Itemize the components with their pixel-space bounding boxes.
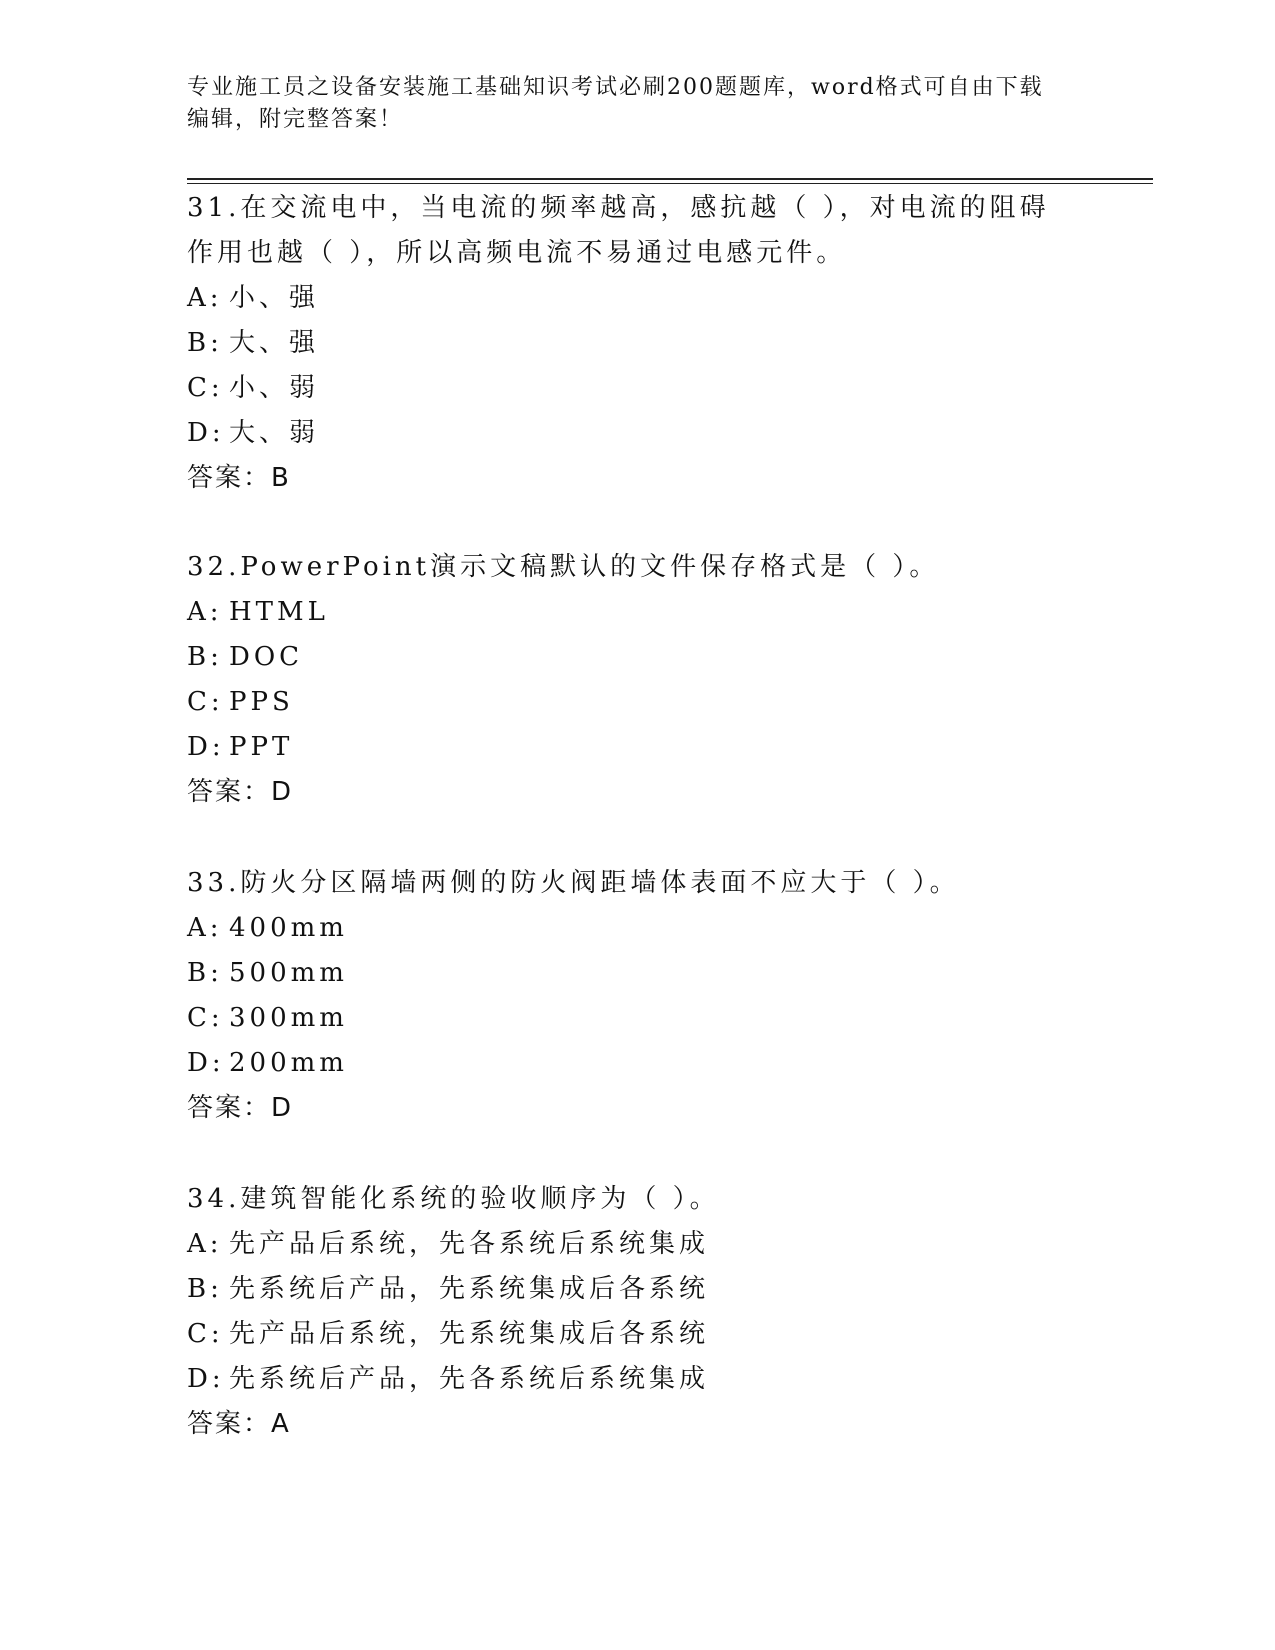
- option-text: PPS: [229, 687, 294, 717]
- option-text: PPT: [229, 732, 294, 762]
- option-text: 300mm: [229, 1003, 348, 1033]
- option-b: [187, 635, 1067, 680]
- option-c: [187, 996, 1067, 1041]
- option-text: 先系统后产品，先各系统后系统集成: [229, 1364, 710, 1394]
- option-letter: A:: [187, 913, 223, 943]
- option-text: 先产品后系统，先各系统后系统集成: [229, 1229, 710, 1259]
- option-letter: D:: [187, 418, 225, 448]
- option-text: 先系统后产品，先系统集成后各系统: [229, 1274, 710, 1304]
- option-letter: A:: [187, 1229, 223, 1259]
- option-letter: B:: [187, 958, 223, 988]
- option-d: [187, 725, 1067, 770]
- header-divider-thin: [187, 183, 1153, 184]
- option-b: [187, 321, 1067, 366]
- option-letter: C:: [187, 1003, 224, 1033]
- option-b: [187, 951, 1067, 996]
- question-stem: 31.在交流电中，当电流的频率越高，感抗越（ ），对电流的阻碍作用也越（ ），所以高频电流不易通过电感元件。: [187, 193, 1050, 268]
- option-letter: D:: [187, 1048, 225, 1078]
- question-stem: 33.防火分区隔墙两侧的防火阀距墙体表面不应大于（ ）。: [187, 868, 960, 898]
- option-a: [187, 906, 1067, 951]
- option-text: 500mm: [229, 958, 348, 988]
- option-text: 先产品后系统，先系统集成后各系统: [229, 1319, 710, 1349]
- option-b: [187, 1267, 1067, 1312]
- question-33: [187, 861, 1067, 1131]
- option-letter: C:: [187, 687, 224, 717]
- option-letter: B:: [187, 1274, 223, 1304]
- header-divider-thick: [187, 178, 1153, 180]
- option-text: 小、弱: [229, 373, 320, 403]
- option-text: HTML: [229, 597, 329, 627]
- option-d: [187, 411, 1067, 456]
- option-c: [187, 680, 1067, 725]
- question-31: [187, 186, 1067, 501]
- answer-line: 答案：D: [187, 777, 294, 807]
- option-text: 小、强: [229, 283, 320, 313]
- option-letter: D:: [187, 732, 225, 762]
- option-letter: A:: [187, 597, 223, 627]
- option-d: [187, 1357, 1067, 1402]
- option-c: [187, 1312, 1067, 1357]
- option-text: 200mm: [229, 1048, 348, 1078]
- answer-line: 答案：A: [187, 1409, 291, 1439]
- question-stem: 34.建筑智能化系统的验收顺序为（ ）。: [187, 1184, 720, 1214]
- option-letter: C:: [187, 1319, 224, 1349]
- option-text: 400mm: [229, 913, 348, 943]
- option-letter: B:: [187, 642, 223, 672]
- option-text: 大、强: [229, 328, 320, 358]
- option-letter: C:: [187, 373, 224, 403]
- option-letter: B:: [187, 328, 223, 358]
- option-a: [187, 276, 1067, 321]
- option-letter: A:: [187, 283, 223, 313]
- option-text: DOC: [229, 642, 304, 672]
- question-32: [187, 545, 1067, 815]
- option-a: [187, 590, 1067, 635]
- option-letter: D:: [187, 1364, 225, 1394]
- answer-line: 答案：D: [187, 1093, 294, 1123]
- option-text: 大、弱: [229, 418, 320, 448]
- question-34: [187, 1177, 1067, 1447]
- option-a: [187, 1222, 1067, 1267]
- document-header: 专业施工员之设备安装施工基础知识考试必刷200题题库，word格式可自由下载编辑，附完整答案！: [187, 75, 1044, 132]
- question-stem: 32.PowerPoint演示文稿默认的文件保存格式是（ ）。: [187, 552, 940, 582]
- answer-line: 答案：B: [187, 463, 291, 493]
- option-c: [187, 366, 1067, 411]
- option-d: [187, 1041, 1067, 1086]
